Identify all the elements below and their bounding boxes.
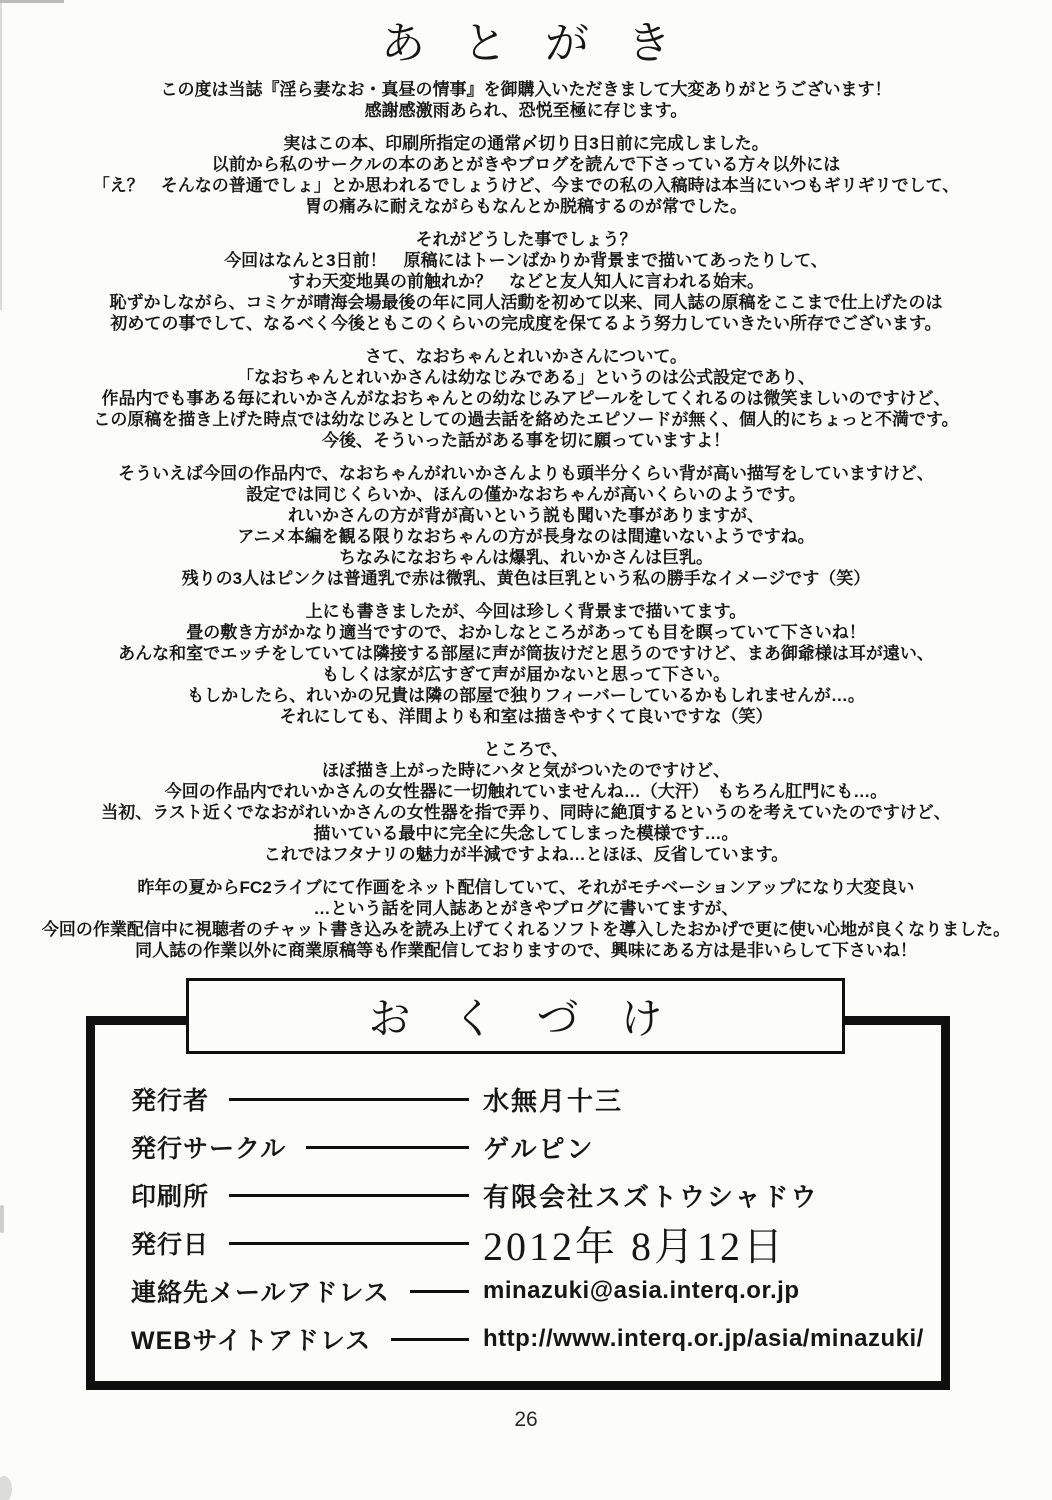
afterword-paragraph [0, 79, 1052, 121]
afterword-line: それにしても、洋間よりも和室は描きやすくて良いですな（笑） [279, 707, 773, 726]
afterword-line: もしくは家が広すぎて声が届かないと思って下さい。 [322, 665, 730, 684]
colophon-row-left [131, 1225, 483, 1261]
afterword-paragraph [0, 601, 1052, 727]
afterword-line: それがどうした事でしょう？ [415, 230, 637, 249]
colophon-dash-line [229, 1098, 469, 1101]
colophon-row [95, 1171, 941, 1219]
afterword-line: 上にも書きましたが、今回は珍しく背景まで描いてます。 [305, 602, 747, 621]
colophon-row-value: 2012年 8月12日 [483, 1223, 786, 1269]
afterword-paragraph [0, 877, 1052, 961]
afterword-line: 描いている最中に完全に失念してしまった模様です…。 [313, 824, 739, 843]
colophon-row-left [131, 1129, 483, 1165]
colophon-row-value: http://www.interq.or.jp/asia/minazuki/ [483, 1325, 924, 1352]
afterword-line: もしかしたら、れいかの兄貴は隣の部屋で独りフィーバーしているかもしれませんが…。 [187, 686, 865, 705]
afterword-line: 今回はなんと3日前！ 原稿にはトーンばかりか背景まで描いてあったりして、 [224, 251, 828, 270]
afterword-paragraph [0, 229, 1052, 334]
colophon-row [95, 1267, 941, 1315]
afterword-line: 作品内でも事ある毎にれいかさんがなおちゃんとの幼なじみアピールをしてくれるのは微笑ましいのですけど、 [101, 389, 951, 408]
afterword-paragraph [0, 133, 1052, 217]
colophon-row [95, 1315, 941, 1363]
colophon-title: おくづけ [186, 978, 845, 1054]
colophon-row [95, 1075, 941, 1123]
afterword-line: …という話を同人誌あとがきやブログに書いてますが、 [313, 899, 739, 918]
colophon-row-value: minazuki@asia.interq.or.jp [483, 1277, 800, 1304]
colophon-row-left [131, 1177, 483, 1213]
colophon-row-label: 連絡先メールアドレス [131, 1279, 390, 1307]
afterword-line: そういえば今回の作品内で、なおちゃんがれいかさんよりも頭半分くらい背が高い描写をしていますけど、 [118, 464, 934, 483]
colophon-row-value: 水無月十三 [483, 1085, 624, 1116]
colophon-row-left [131, 1321, 483, 1357]
afterword-line: 「なおちゃんとれいかさんは幼なじみである」というのは公式設定であり、 [237, 368, 815, 387]
afterword-line: 感謝感激雨あられ、恐悦至極に存じます。 [364, 101, 688, 120]
scan-artifact-corner-blot [0, 1476, 12, 1500]
afterword-line: 畳の敷き方がかなり適当ですので、おかしなところがあっても目を瞑っていて下さいね！ [186, 623, 866, 642]
afterword-line: ほぼ描き上がった時にハタと気がついたのですけど、 [322, 761, 730, 780]
colophon-row-label: 印刷所 [131, 1183, 210, 1211]
colophon-row-value: 有限会社スズトウシャドウ [483, 1181, 819, 1212]
afterword-line: 同人誌の作業以外に商業原稿等も作業配信しておりますので、興味にある方は是非いらして下さいね！ [135, 941, 917, 960]
afterword-line: 昨年の夏からFC2ライブにて作画をネット配信していて、それがモチベーションアップになり大変良い [137, 878, 915, 897]
colophon-row-left [131, 1273, 483, 1309]
colophon-row-value: ゲルピン [483, 1133, 595, 1164]
afterword-line: 「え？ そんなの普通でしょ」とか思われるでしょうけど、今までの私の入稿時は本当にいつもギリギリでして、 [92, 176, 960, 195]
afterword-line: アニメ本編を観る限りなおちゃんの方が長身なのは間違いないようですね。 [237, 527, 815, 546]
afterword-line: 初めての事でして、なるべく今後ともこのくらいの完成度を保てるよう努力していきたい所存でございます。 [110, 314, 942, 333]
afterword-line: あんな和室でエッチをしていては隣接する部屋に声が筒抜けだと思うのですけど、まあ御爺様は耳が遠い、 [118, 644, 934, 663]
afterword-line: 今回の作業配信中に視聴者のチャット書き込みを読み上げてくれるソフトを導入したおかげで更に使い心地が良くなりました。 [41, 920, 1011, 939]
colophon-row [95, 1123, 941, 1171]
colophon-row-label: 発行者 [131, 1087, 210, 1115]
colophon-dash-line [410, 1290, 469, 1293]
colophon-dash-line [229, 1194, 469, 1197]
afterword-line: この度は当誌『淫ら妻なお・真昼の情事』を御購入いただきまして大変ありがとうございます！ [160, 80, 892, 99]
colophon-row-label: WEBサイトアドレス [131, 1327, 372, 1355]
afterword-line: 残りの3人はピンクは普通乳で赤は微乳、黄色は巨乳という私の勝手なイメージです（笑） [181, 569, 871, 588]
afterword-line: 実はこの本、印刷所指定の通常〆切り日3日前に完成しました。 [283, 134, 769, 153]
colophon-row-label: 発行サークル [131, 1135, 287, 1163]
colophon-row-label: 発行日 [131, 1231, 210, 1259]
page-number: 26 [514, 1408, 538, 1431]
afterword-title: あとがき [381, 19, 709, 68]
afterword-line: 以前から私のサークルの本のあとがきやブログを読んで下さっている方々以外には [211, 155, 841, 174]
colophon-dash-line [306, 1146, 469, 1149]
afterword-line: ところで、 [483, 740, 569, 759]
afterword-line: ちなみになおちゃんは爆乳、れいかさんは巨乳。 [339, 548, 713, 567]
colophon-rows [95, 1025, 941, 1363]
colophon-dash-line [229, 1242, 469, 1245]
afterword-line: 当初、ラスト近くでなおがれいかさんの女性器を指で弄り、同時に絶頂するというのを考えていたのですけど、 [101, 803, 951, 822]
afterword-line: 胃の痛みに耐えながらもなんとか脱稿するのが常でした。 [305, 197, 747, 216]
scan-artifact-left-tick [0, 1205, 4, 1233]
afterword-paragraph [0, 739, 1052, 865]
afterword-line: 設定では同じくらいか、ほんの僅かなおちゃんが高いくらいのようです。 [246, 485, 806, 504]
afterword-line: れいかさんの方が背が高いという説も聞いた事がありますが、 [288, 506, 764, 525]
afterword-line: この原稿を描き上げた時点では幼なじみとしての過去話を絡めたエピソードが無く、個人的にちょっと不満です。 [93, 410, 959, 429]
afterword-body [0, 79, 1052, 961]
afterword-line: これではフタナリの魅力が半減ですよね…とほほ、反省しています。 [263, 845, 789, 864]
colophon-row [95, 1219, 941, 1267]
afterword-paragraph [0, 346, 1052, 451]
colophon-dash-line [391, 1338, 469, 1341]
afterword-line: 今後、そういった話がある事を切に願っていますよ！ [322, 431, 730, 450]
afterword-line: 恥ずかしながら、コミケが晴海会場最後の年に同人活動を初めて以来、同人誌の原稿をここまで仕上げたのは [109, 293, 943, 312]
afterword-line: さて、なおちゃんとれいかさんについて。 [365, 347, 687, 366]
afterword-line: すわ天変地異の前触れか？ などと友人知人に言われる始末。 [288, 272, 764, 291]
colophon-row-left [131, 1081, 483, 1117]
afterword-line: 今回の作品内でれいかさんの女性器に一切触れていませんね…（大汗） もちろん肛門にも…。 [164, 782, 888, 801]
afterword-paragraph [0, 463, 1052, 589]
